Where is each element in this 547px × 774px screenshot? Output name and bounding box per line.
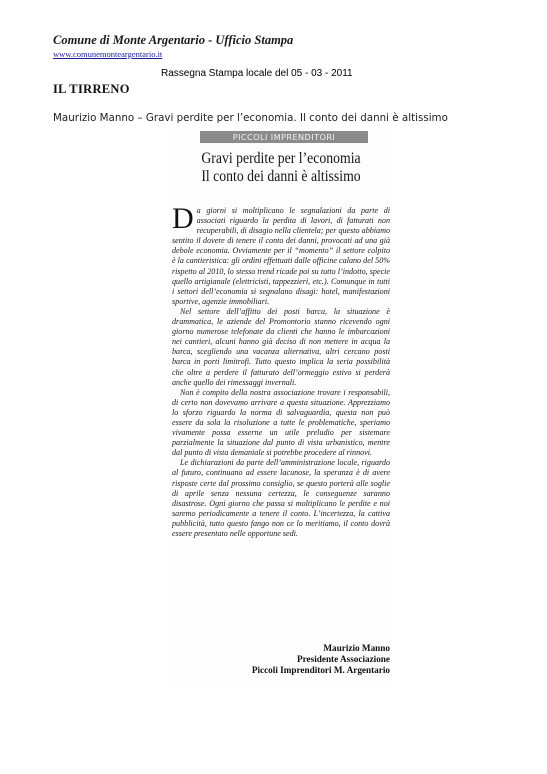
paragraph-4: Le dichiarazioni da parte dell’amministrazione locale, riguardo al futuro, continuano ad essere lacunose, la speranza è di avere risposte certe dal prossimo consiglio, se questo porterà alle soglie di aprile senza nessuna certezza, le conseguenze saranno disastrose. Ogni giorno che passa si moltiplicano le perdite e noi saremo periodicamente a tenere il conto. L’incertezza, la cattiva pubblicità, tutto questo fango non ce lo meritiamo, il conto dovrà essere presentato nelle opportune sedi. — [172, 458, 390, 538]
drop-cap: D — [172, 202, 194, 235]
signature-block — [170, 643, 390, 676]
signature-role: Presidente Associazione — [297, 654, 390, 664]
article-subject: Maurizio Manno – Gravi perdite per l’economia. Il conto dei danni è altissimo — [53, 112, 448, 124]
website-link[interactable]: www.comunemonteargentario.it — [53, 49, 163, 59]
signature-organization: Piccoli Imprenditori M. Argentario — [251, 665, 390, 675]
newspaper-name: IL TIRRENO — [53, 82, 130, 96]
section-banner: PICCOLI IMPRENDITORI — [200, 131, 368, 143]
press-review-date: Rassegna Stampa locale del 05 - 03 - 2011 — [161, 68, 353, 79]
paragraph-3: Non è compito della nostra associazione trovare i responsabili, di certo non dovevamo arrivare a questa situazione. Apprezziamo lo sforzo riguardo la norma di salvaguardia, questa non può essere da sola la risoluzione a tutte le problematiche, speriamo vivamente possa esserne un utile preludio per sistemare parzialmente la situazione dal punto di vista urbanistico, mentre dal punto di vista demaniale si potrebbe procedere al rinnovi. — [172, 387, 390, 458]
article-body — [172, 202, 390, 539]
headline-line-1: Gravi perdite per l’economia — [201, 150, 361, 167]
headline-line-2: Il conto dei danni è altissimo — [201, 168, 361, 185]
paragraph-2: Nel settore dell’affitto dei posti barca, la situazione è drammatica, le aziende del Promontorio stanno ricevendo ogni giorno numerose telefonate da clienti che hanno le imbarcazioni nei cantieri, alcuni hanno già deciso di non mettere in acqua la barca, scegliendo una vacanza alternativa, altri cercano posti barca in porti limitrofi. Tutto questo implica la seria possibilità che oltre a perdere il fatturato dell’ormeggio estivo si perderà anche quello dei rimessaggi invernali. — [172, 306, 390, 387]
newspaper-clipping — [170, 128, 392, 688]
paragraph-1 — [172, 202, 390, 307]
signature-name: Maurizio Manno — [323, 643, 390, 653]
office-title: Comune di Monte Argentario - Ufficio Stampa — [53, 33, 294, 47]
paragraph-1-text: a giorni si moltiplicano le segnalazioni da parte di associati riguardo la perdita di lavori, di fatturati non recuperabili, di disagio nella clientela; per questo abbiamo sentito il dovere di tenere il conto dei danni, provocati ad una già debole economia. Ovviamente per il “momento” il settore colpito è la cantieristica: gli ordini effettuati dalle officine calano del 50% rispetto al 2010, lo stesso trend ricade poi su tutto l’indotto, specie quello artigianale (elettricisti, tappezzieri, etc.). Comunque in tutti i settori dell’economia si segnalano disagi: hotel, manifestazioni sportive, agenzie immobiliari. — [172, 206, 390, 306]
article-headline — [186, 150, 377, 186]
